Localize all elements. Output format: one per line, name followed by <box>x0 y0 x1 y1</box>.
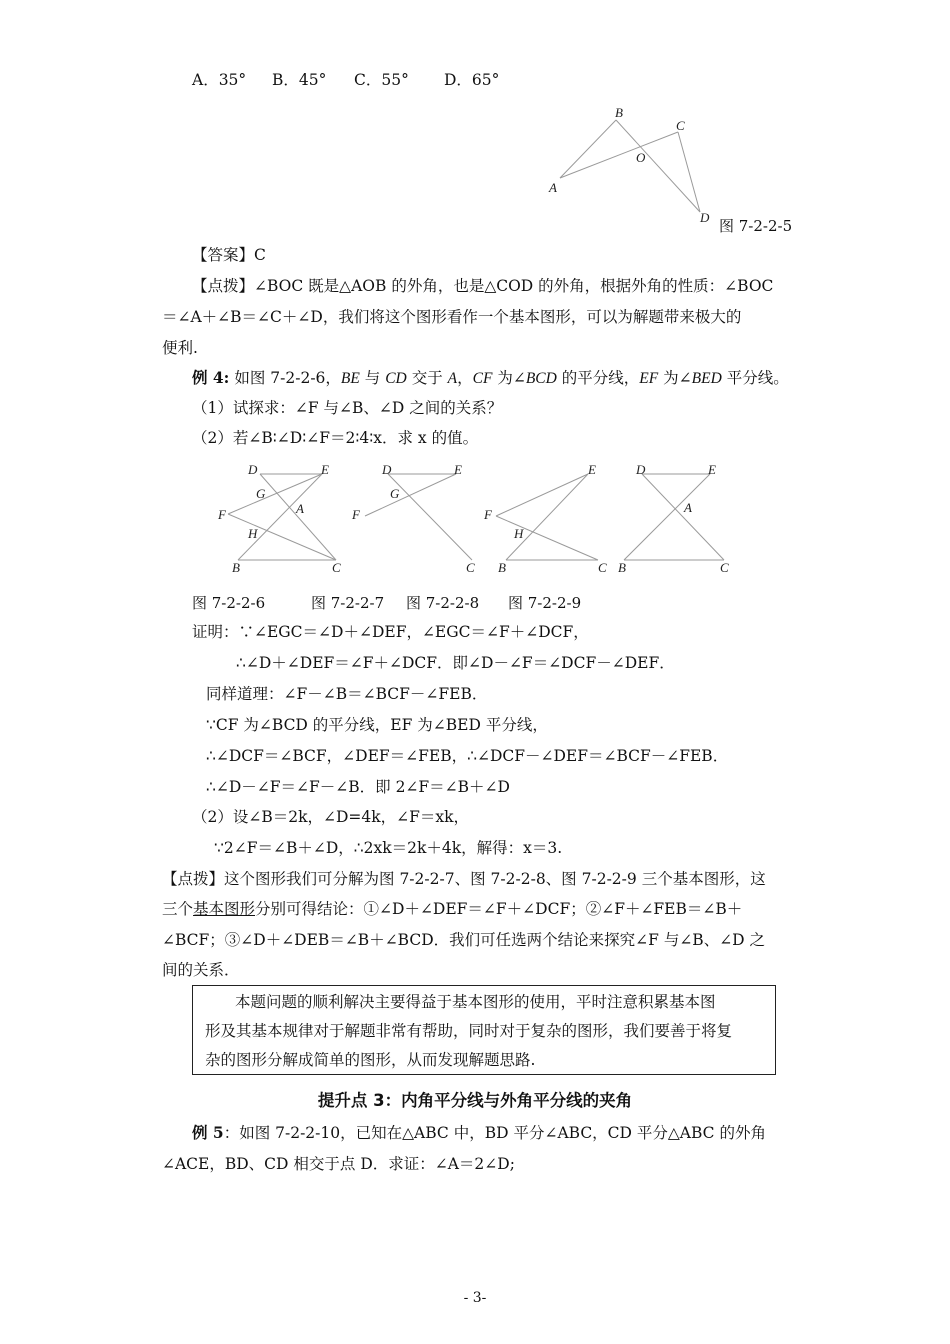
example5-tag: 例 5 <box>192 1123 224 1142</box>
example4-text: 的平分线， <box>556 369 640 387</box>
segment-AB <box>560 120 616 178</box>
figure-7-2-2-6 <box>228 474 336 560</box>
label-H: H <box>248 526 258 541</box>
page-number: - 3- <box>463 1290 487 1306</box>
hint2-line1 <box>162 869 766 889</box>
label-H: H <box>514 526 524 541</box>
example4-BE: BE <box>340 370 360 387</box>
proof-line-7: （2）设∠B＝2k，∠D=4k，∠F＝xk， <box>192 808 470 826</box>
figure-7-2-2-8 <box>496 474 598 560</box>
note-line-3: 杂的图形分解成简单的图形，从而发现解题思路. <box>205 1051 536 1069</box>
example4-question2: （2）若∠B∶∠D∶∠F＝2∶4∶x．求 x 的值。 <box>192 429 479 447</box>
label-F: F <box>352 507 360 522</box>
proof-line-6: ∴∠D－∠F＝∠F－∠B．即 2∠F＝∠B＋∠D <box>206 778 510 796</box>
segment-AC <box>560 132 678 178</box>
figure-7-2-2-5 <box>540 100 720 230</box>
label-E: E <box>588 462 596 477</box>
example5-text1: ：如图 7-2-2-10，已知在△ABC 中，BD 平分∠ABC，CD 平分△ABC 的外角 <box>223 1124 766 1142</box>
hint1-line2: ＝∠A＋∠B＝∠C＋∠D，我们将这个图形看作一个基本图形，可以为解题带来极大的 <box>162 308 742 326</box>
option-d: D．65° <box>444 71 500 89</box>
proof-line-1: 证明：∵∠EGC＝∠D＋∠DEF，∠EGC＝∠F＋∠DCF， <box>192 623 589 641</box>
example5-line2: ∠ACE，BD、CD 相交于点 D．求证：∠A＝2∠D; <box>162 1155 515 1173</box>
example4-text: 如图 7-2-2-6， <box>229 369 341 387</box>
note-line-1: 本题问题的顺利解决主要得益于基本图形的使用，平时注意积累基本图 <box>235 993 716 1011</box>
hint1-text1: ∠BOC 既是△AOB 的外角，也是△COD 的外角，根据外角的性质：∠BOC <box>254 277 774 295</box>
label-F: F <box>484 507 492 522</box>
hint2-tag: 【点拨】 <box>162 870 225 888</box>
example4-question1: （1）试探求：∠F 与∠B、∠D 之间的关系？ <box>192 399 503 417</box>
figure-caption-7-2-2-6: 图 7-2-2-6 <box>192 594 266 612</box>
example4-BED: BED <box>691 370 722 387</box>
label-F: F <box>218 507 226 522</box>
label-D: D <box>636 462 646 477</box>
example5-line1 <box>192 1123 766 1143</box>
example4-EF: EF <box>639 370 659 387</box>
label-E: E <box>708 462 716 477</box>
label-B: B <box>498 560 506 575</box>
example4-CF: CF <box>472 370 493 387</box>
label-D: D <box>248 462 258 477</box>
label-A: A <box>549 180 557 195</box>
label-A: A <box>296 501 304 516</box>
figure-caption-7-2-2-5: 图 7-2-2-5 <box>719 217 793 235</box>
label-A: A <box>684 500 692 515</box>
label-C: C <box>466 560 475 575</box>
label-C: C <box>332 560 341 575</box>
example4-A: A <box>447 370 458 387</box>
example4-BCD: BCD <box>525 370 557 387</box>
proof-line-8: ∵2∠F＝∠B＋∠D，∴2xk＝2k＋4k，解得：x＝3. <box>214 839 563 857</box>
proof-line-2: ∴∠D＋∠DEF＝∠F＋∠DCF．即∠D－∠F＝∠DCF－∠DEF． <box>236 654 675 672</box>
hint1-line1 <box>192 276 773 296</box>
example4-text: ， <box>457 369 473 387</box>
label-D: D <box>700 210 710 225</box>
label-C: C <box>676 118 685 133</box>
example4-CD: CD <box>385 370 407 387</box>
example4-text: 为∠ <box>492 369 526 387</box>
label-C: C <box>720 560 729 575</box>
answer <box>192 245 266 265</box>
hint2-text: 分别可得结论：①∠D＋∠DEF＝∠F＋∠DCF；②∠F＋∠FEB＝∠B＋ <box>255 900 743 918</box>
hint2-text: 三个 <box>162 900 194 918</box>
option-a: A．35° <box>192 71 247 89</box>
hint1-tag: 【点拨】 <box>192 277 255 295</box>
proof-line-4: ∵CF 为∠BCD 的平分线，EF 为∠BED 平分线， <box>206 716 548 734</box>
answer-tag: 【答案】 <box>192 246 255 264</box>
label-D: D <box>382 462 392 477</box>
label-B: B <box>618 560 626 575</box>
option-b: B．45° <box>272 71 327 89</box>
hint2-line4: 间的关系． <box>162 961 240 979</box>
example4-text: 与 <box>359 369 386 387</box>
label-E: E <box>321 462 329 477</box>
figures-row <box>210 458 750 580</box>
section-title: 提升点 3：内角平分线与外角平分线的夹角 <box>317 1091 633 1110</box>
note-box <box>192 985 776 1075</box>
hint1-line3: 便利. <box>162 339 198 357</box>
hint2-line3: ∠BCF；③∠D＋∠DEB＝∠B＋∠BCD．我们可任选两个结论来探究∠F 与∠B、∠D 之 <box>162 931 766 949</box>
label-G: G <box>390 486 400 501</box>
figure-7-2-2-9 <box>624 474 724 560</box>
example4-statement <box>192 368 789 389</box>
option-c: C．55° <box>354 71 409 89</box>
label-B: B <box>232 560 240 575</box>
hint2-text1: 这个图形我们可分解为图 7-2-2-7、图 7-2-2-8、图 7-2-2-9 三个基本图形，这 <box>224 870 766 888</box>
figure-7-2-2-7 <box>365 474 472 560</box>
label-C: C <box>598 560 607 575</box>
label-G: G <box>256 486 266 501</box>
example4-text: 平分线。 <box>721 369 789 387</box>
hint2-line2 <box>162 899 742 919</box>
example4-text: 为∠ <box>658 369 692 387</box>
label-E: E <box>454 462 462 477</box>
hint2-underlined: 基本图形 <box>193 900 256 918</box>
label-O: O <box>636 150 646 165</box>
answer-value: C <box>254 246 266 264</box>
figure-caption-7-2-2-9: 图 7-2-2-9 <box>508 594 582 612</box>
figure-caption-7-2-2-7: 图 7-2-2-7 <box>311 594 385 612</box>
example4-tag: 例 4: <box>192 368 230 387</box>
proof-line-3: 同样道理：∠F－∠B＝∠BCF－∠FEB． <box>206 685 488 703</box>
note-line-2: 形及其基本规律对于解题非常有帮助，同时对于复杂的图形，我们要善于将复 <box>205 1022 733 1040</box>
figure-caption-7-2-2-8: 图 7-2-2-8 <box>406 594 480 612</box>
label-B: B <box>615 105 623 120</box>
proof-line-5: ∴∠DCF＝∠BCF，∠DEF＝∠FEB，∴∠DCF－∠DEF＝∠BCF－∠FEB． <box>206 747 729 765</box>
example4-text: 交于 <box>406 369 448 387</box>
